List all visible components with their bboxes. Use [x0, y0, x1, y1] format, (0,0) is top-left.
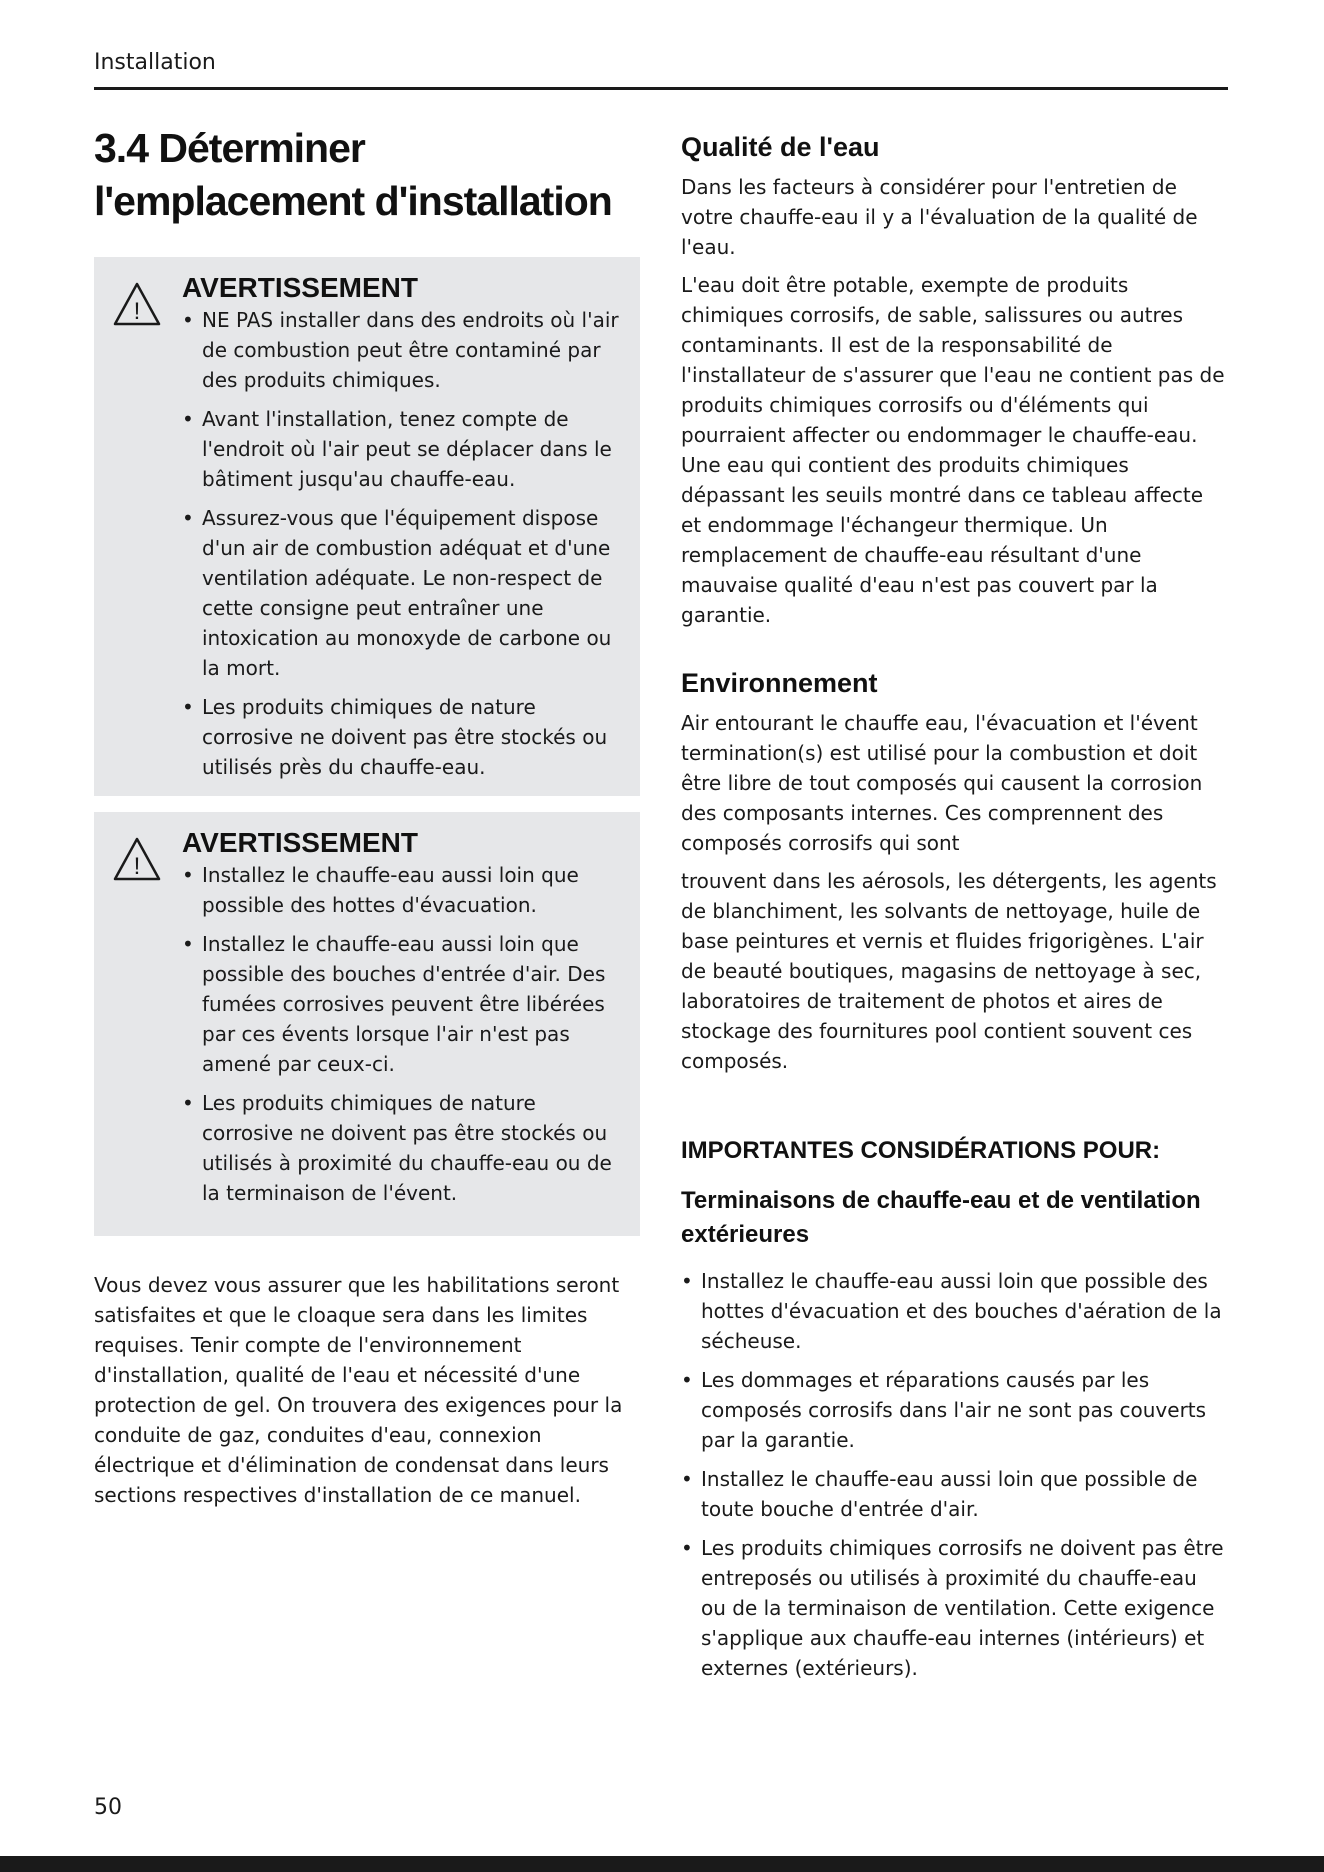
section-title: 3.4 Déterminer l'emplacement d'installation	[94, 125, 612, 225]
list-item: • NE PAS installer dans des endroits où l'air de combustion peut être contaminé par des produits chimiques.	[182, 305, 620, 395]
left-column	[94, 122, 640, 1530]
list-item: • Installez le chauffe-eau aussi loin que possible des hottes d'évacuation et des bouches d'aération de la sécheuse.	[681, 1266, 1227, 1356]
warning-box-2	[94, 812, 640, 1236]
warning-list-2	[182, 860, 620, 1208]
list-item: • Installez le chauffe-eau aussi loin que possible des hottes d'évacuation.	[182, 860, 620, 920]
warning-list-1	[182, 305, 620, 782]
warning-triangle-icon	[112, 281, 162, 327]
warning-title: AVERTISSEMENT	[182, 826, 418, 858]
important-list	[681, 1266, 1227, 1683]
page-number: 50	[94, 1795, 122, 1820]
water-quality-heading: Qualité de l'eau	[681, 132, 880, 162]
environment-heading: Environnement	[681, 668, 878, 698]
environment-section	[681, 666, 1227, 1076]
warning-triangle-icon	[112, 836, 162, 882]
warning-box-1	[94, 257, 640, 796]
list-item: • Avant l'installation, tenez compte de l'endroit où l'air peut se déplacer dans le bâtiment jusqu'au chauffe-eau.	[182, 404, 620, 494]
header-rule	[94, 87, 1228, 90]
paragraph: Air entourant le chauffe eau, l'évacuation et l'évent termination(s) est utilisé pour la combustion et doit être libre de tout composés qui causent la corrosion des composants internes. Ces comprennent des composés corrosifs qui sont	[681, 711, 1203, 855]
important-heading: IMPORTANTES CONSIDÉRATIONS POUR:	[681, 1137, 1161, 1164]
paragraph: Dans les facteurs à considérer pour l'entretien de votre chauffe-eau il y a l'évaluation de la qualité de l'eau.	[681, 175, 1198, 259]
paragraph: trouvent dans les aérosols, les détergents, les agents de blanchiment, les solvants de nettoyage, huile de base peintures et vernis et fluides frigorigènes. L'air de beauté boutiques, magasins de nettoyage à sec, laboratoires de traitement de photos et aires de stockage des fournitures pool contient souvent ces composés.	[681, 869, 1217, 1073]
list-item: • Installez le chauffe-eau aussi loin que possible de toute bouche d'entrée d'air.	[681, 1464, 1227, 1524]
water-quality-section	[681, 130, 1227, 630]
list-item: • Les produits chimiques de nature corrosive ne doivent pas être stockés ou utilisés près du chauffe-eau.	[182, 692, 620, 782]
list-item: • Les produits chimiques corrosifs ne doivent pas être entreposés ou utilisés à proximité du chauffe-eau ou de la terminaison de ventilation. Cette exigence s'applique aux chauffe-eau internes (intérieurs) et externes (extérieurs).	[681, 1533, 1227, 1683]
installation-paragraph: Vous devez vous assurer que les habilitations seront satisfaites et que le cloaque sera dans les limites requises. Tenir compte de l'environnement d'installation, qualité de l'eau et nécessité d'une protection de gel. On trouvera des exigences pour la conduite de gaz, conduites d'eau, connexion électrique et d'élimination de condensat dans leurs sections respectives d'installation de ce manuel.	[94, 1272, 623, 1507]
list-item: • Les dommages et réparations causés par les composés corrosifs dans l'air ne sont pas couverts par la garantie.	[681, 1365, 1227, 1455]
list-item: • Assurez-vous que l'équipement dispose d'un air de combustion adéquat et d'une ventilation adéquate. Le non-respect de cette consigne peut entraîner une intoxication au monoxyde de carbone ou la mort.	[182, 503, 620, 683]
svg-text:!: !	[133, 852, 141, 880]
list-item: • Les produits chimiques de nature corrosive ne doivent pas être stockés ou utilisés à proximité du chauffe-eau ou de la terminaison de l'évent.	[182, 1088, 620, 1208]
svg-text:!: !	[133, 297, 141, 325]
warning-title: AVERTISSEMENT	[182, 271, 418, 303]
paragraph: L'eau doit être potable, exempte de produits chimiques corrosifs, de sable, salissures ou autres contaminants. Il est de la responsabilité de l'installateur de s'assurer que l'eau ne contient pas de produits chimiques corrosifs ou d'éléments qui pourraient affecter ou endommager le chauffe-eau. Une eau qui contient des produits chimiques dépassant les seuils montré dans ce tableau affecte et endommage l'échangeur thermique. Un remplacement de chauffe-eau résultant d'une mauvaise qualité d'eau n'est pas couvert par la garantie.	[681, 273, 1225, 627]
bottom-edge-bar	[0, 1856, 1324, 1872]
important-subheading: Terminaisons de chauffe-eau et de ventilation extérieures	[681, 1187, 1201, 1248]
important-section	[681, 1134, 1227, 1683]
right-column	[681, 130, 1227, 1692]
list-item: • Installez le chauffe-eau aussi loin que possible des bouches d'entrée d'air. Des fumées corrosives peuvent être libérées par ces évents lorsque l'air n'est pas amené par ceux-ci.	[182, 929, 620, 1079]
running-header: Installation	[94, 50, 216, 75]
